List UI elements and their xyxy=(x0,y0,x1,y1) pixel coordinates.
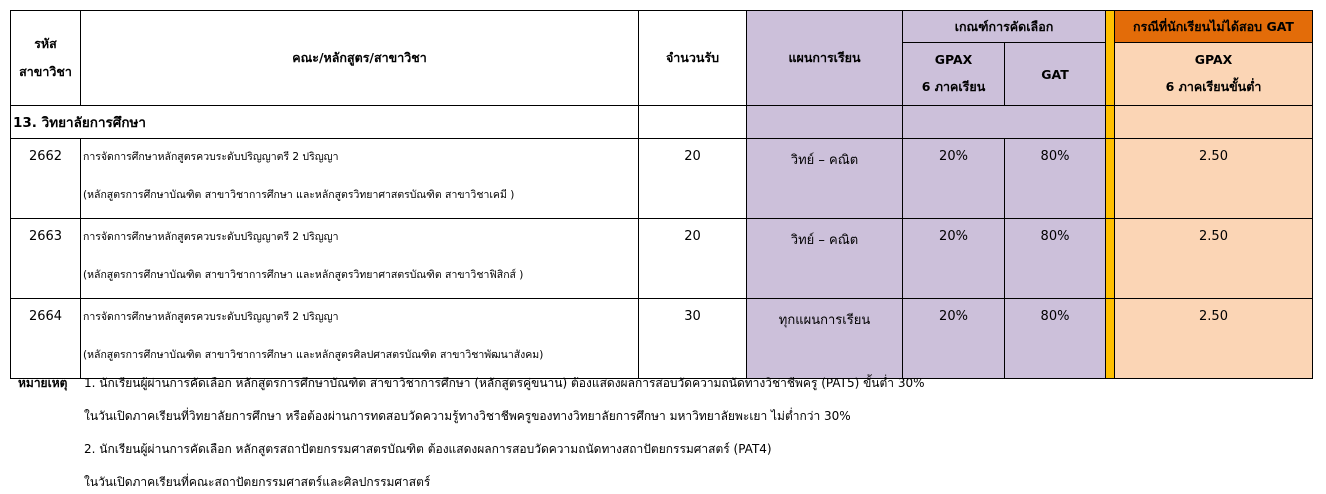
table-row xyxy=(11,139,1313,219)
notes-heading: หมายเหตุ xyxy=(18,376,68,390)
gold-divider xyxy=(1106,299,1115,379)
section-empty-seats xyxy=(639,106,747,139)
gpax-value: 20% xyxy=(903,219,1005,299)
seats-value: 20 xyxy=(639,139,747,219)
program-code: 2663 xyxy=(11,219,81,299)
header-gat: GAT xyxy=(1005,43,1106,106)
table-row xyxy=(11,299,1313,379)
min-gpax-value: 2.50 xyxy=(1115,219,1313,299)
gold-divider xyxy=(1106,106,1115,139)
gold-divider xyxy=(1106,139,1115,219)
header-plan: แผนการเรียน xyxy=(747,11,903,106)
note-2-continued: ในวันเปิดภาคเรียนที่คณะสถาปัตยกรรมศาสตร์และศิลปกรรมศาสตร์ xyxy=(84,475,431,489)
program-code: 2662 xyxy=(11,139,81,219)
program-name: การจัดการศึกษาหลักสูตรควบระดับปริญญาตรี 2 ปริญญา (หลักสูตรการศึกษาบัณฑิต สาขาวิชาการศึกษา และหลักสูตรวิทยาศาสตรบัณฑิต สาขาวิชาเคมี ) xyxy=(81,139,639,219)
note-1: 1. นักเรียนผู้ผ่านการคัดเลือก หลักสูตรการศึกษาบัณฑิต สาขาวิชาการศึกษา (หลักสูตรคู่ขนาน) ต้องแสดงผลการสอบวัดความถนัดทางวิชาชีพครู (PAT5) ขั้นต่ำ 30% xyxy=(84,376,925,390)
header-program: คณะ/หลักสูตร/สาขาวิชา xyxy=(81,11,639,106)
admission-table xyxy=(10,10,1313,379)
header-seats: จำนวนรับ xyxy=(639,11,747,106)
section-empty-min xyxy=(1115,106,1313,139)
gold-divider xyxy=(1106,11,1115,106)
header-min-gpax: GPAX 6 ภาคเรียนขั้นต่ำ xyxy=(1115,43,1313,106)
program-name: การจัดการศึกษาหลักสูตรควบระดับปริญญาตรี 2 ปริญญา (หลักสูตรการศึกษาบัณฑิต สาขาวิชาการศึกษา และหลักสูตรศิลปศาสตรบัณฑิต สาขาวิชาพัฒนาสังคม) xyxy=(81,299,639,379)
seats-value: 20 xyxy=(639,219,747,299)
header-criteria: เกณฑ์การคัดเลือก xyxy=(903,11,1106,43)
plan-value: ทุกแผนการเรียน xyxy=(747,299,903,379)
header-gpax: GPAX 6 ภาคเรียน xyxy=(903,43,1005,106)
gpax-value: 20% xyxy=(903,299,1005,379)
seats-value: 30 xyxy=(639,299,747,379)
gpax-value: 20% xyxy=(903,139,1005,219)
program-name: การจัดการศึกษาหลักสูตรควบระดับปริญญาตรี 2 ปริญญา (หลักสูตรการศึกษาบัณฑิต สาขาวิชาการศึกษา และหลักสูตรวิทยาศาสตรบัณฑิต สาขาวิชาฟิสิกส์ ) xyxy=(81,219,639,299)
plan-value: วิทย์ – คณิต xyxy=(747,139,903,219)
gat-value: 80% xyxy=(1005,139,1106,219)
header-code: รหัส สาขาวิชา xyxy=(11,11,81,106)
min-gpax-value: 2.50 xyxy=(1115,299,1313,379)
note-2: 2. นักเรียนผู้ผ่านการคัดเลือก หลักสูตรสถาปัตยกรรมศาสตรบัณฑิต ต้องแสดงผลการสอบวัดความถนัดทางสถาปัตยกรรมศาสตร์ (PAT4) xyxy=(84,442,772,456)
section-title: 13. วิทยาลัยการศึกษา xyxy=(11,106,639,139)
program-code: 2664 xyxy=(11,299,81,379)
note-1-continued: ในวันเปิดภาคเรียนที่วิทยาลัยการศึกษา หรือต้องผ่านการทดสอบวัดความรู้ทางวิชาชีพครูของทางวิทยาลัยการศึกษา มหาวิทยาลัยพะเยา ไม่ต่ำกว่า 30% xyxy=(84,409,851,423)
section-empty-criteria xyxy=(903,106,1106,139)
plan-value: วิทย์ – คณิต xyxy=(747,219,903,299)
header-no-gat: กรณีที่นักเรียนไม่ได้สอบ GAT xyxy=(1115,11,1313,43)
min-gpax-value: 2.50 xyxy=(1115,139,1313,219)
section-empty-plan xyxy=(747,106,903,139)
table-row xyxy=(11,219,1313,299)
gat-value: 80% xyxy=(1005,219,1106,299)
gold-divider xyxy=(1106,219,1115,299)
gat-value: 80% xyxy=(1005,299,1106,379)
